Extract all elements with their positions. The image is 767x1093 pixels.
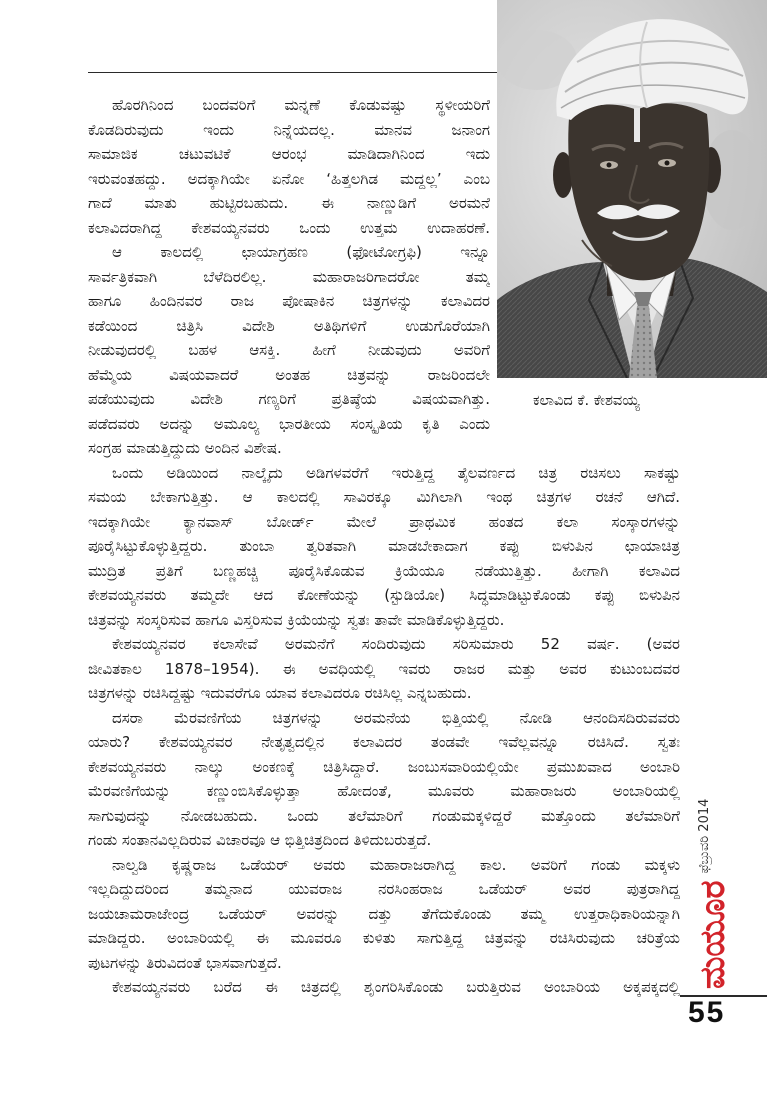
article-line: ಯಾರು? ಕೇಶವಯ್ಯನವರ ನೇತೃತ್ವದಲ್ಲಿನ ಕಲಾವಿದರ ತಂಡವೇ ಇವೆಲ್ಲವನ್ನೂ ರಚಿಸಿದೆ. ಸ್ವತಃ — [88, 733, 680, 751]
article-line: ದಸರಾ ಮೆರವಣಿಗೆಯ ಚಿತ್ರಗಳನ್ನು ಅರಮನೆಯ ಭಿತ್ತಿಯಲ್ಲಿ ನೋಡಿ ಆನಂದಿಸದಿರುವವರು — [112, 708, 680, 727]
article-line: ನಾಲ್ವಡಿ ಕೃಷ್ಣರಾಜ ಒಡೆಯರ್ ಅವರು ಮಹಾರಾಜರಾಗಿದ್ದ ಕಾಲ. ಅವರಿಗೆ ಗಂಡು ಮಕ್ಕಳು — [112, 855, 680, 874]
page-number: 55 — [688, 996, 726, 1029]
article-line: ಮೆರವಣಿಗೆಯನ್ನು ಕಣ್ಣುಂಬಿಸಿಕೊಳ್ಳುತ್ತಾ ಹೋದಂತೆ, ಮೂವರು ಮಹಾರಾಜರು ಅಂಬಾರಿಯಲ್ಲಿ — [88, 782, 680, 800]
article-line: ಜಯಚಾಮರಾಜೇಂದ್ರ ಒಡೆಯರ್ ಅವರನ್ನು ದತ್ತು ತೆಗೆದುಕೊಂಡು ತಮ್ಮ ಉತ್ತರಾಧಿಕಾರಿಯನ್ನಾಗಿ — [88, 904, 680, 923]
forehead-mark — [634, 108, 640, 142]
article-line: ಇದಕ್ಕಾಗಿಯೇ ಕ್ಯಾನವಾಸ್ ಬೋರ್ಡ್ ಮೇಲೆ ಪ್ರಾಥಮಿಕ ಹಂತದ ಕಲಾ ಸಂಸ್ಕಾರಗಳನ್ನು — [88, 512, 680, 531]
article-line: ಸಮಯ ಬೇಕಾಗುತ್ತಿತ್ತು. ಆ ಕಾಲದಲ್ಲಿ ಸಾವಿರಕ್ಕೂ ಮಿಗಿಲಾಗಿ ಇಂಥ ಚಿತ್ರಗಳ ರಚನೆ ಆಗಿದೆ. — [88, 488, 680, 506]
photo-caption: ಕಲಾವಿದ ಕೆ. ಕೇಶವಯ್ಯ — [533, 393, 640, 409]
article-line: ಮಾಡಿದ್ದರು. ಅಂಬಾರಿಯಲ್ಲಿ ಈ ಮೂವರೂ ಕುಳಿತು ಸಾಗುತ್ತಿದ್ದ ಚಿತ್ರವನ್ನು ರಚಿಸಿರುವುದು ಚರಿತ್ರೆಯ — [88, 929, 680, 947]
article-line: ಪುಟಗಳನ್ನು ತಿರುವಿದಂತೆ ಭಾಸವಾಗುತ್ತದೆ. — [88, 953, 282, 972]
article-line: ಚಿತ್ರವನ್ನು ಸಂಸ್ಕರಿಸುವ ಹಾಗೂ ವಿಸ್ತರಿಸುವ ಕ್ರಿಯೆಯನ್ನು ಸ್ವತಃ ತಾವೇ ಮಾಡಿಕೊಳ್ಳುತ್ತಿದ್ದರು. — [88, 610, 505, 629]
article-line: ಕಡೆಯಿಂದ ಚಿತ್ರಿಸಿ ವಿದೇಶಿ ಅತಿಥಿಗಳಿಗೆ ಉಡುಗೊರೆಯಾಗಿ — [88, 316, 490, 335]
portrait-image — [497, 0, 767, 378]
magazine-logo: ಮಯೂರ — [693, 880, 733, 989]
article-line: ಮುದ್ರಿತ ಪ್ರತಿಗೆ ಬಣ್ಣಹಚ್ಚಿ ಪೂರೈಸಿಕೊಡುವ ಕ್ರಿಯೆಯೂ ನಡೆಯುತ್ತಿತ್ತು. ಹೀಗಾಗಿ ಕಲಾವಿದ — [88, 561, 680, 580]
article-line: ಇಲ್ಲದಿದ್ದುದರಿಂದ ತಮ್ಮನಾದ ಯುವರಾಜ ನರಸಿಂಹರಾಜ ಒಡೆಯರ್ ಅವರ ಪುತ್ರರಾಗಿದ್ದ — [88, 880, 680, 898]
article-line: ಹಾಗೂ ಹಿಂದಿನವರ ರಾಜ ಪೋಷಾಕಿನ ಚಿತ್ರಗಳನ್ನು ಕಲಾವಿದರ — [88, 292, 490, 310]
article-line: ಪಡೆದವರು ಅದನ್ನು ಅಮೂಲ್ಯ ಭಾರತೀಯ ಸಂಸ್ಕೃತಿಯ ಕೃತಿ ಎಂದು — [88, 414, 490, 433]
article-line: ಹೆಮ್ಮೆಯ ವಿಷಯವಾದರೆ ಅಂತಹ ಚಿತ್ರವನ್ನು ರಾಜರಿಂದಲೇ — [88, 365, 490, 384]
article-line: ಸಾಮಾಜಿಕ ಚಟುವಟಿಕೆ ಆರಂಭ ಮಾಡಿದಾಗಿನಿಂದ ಇದು — [88, 145, 490, 163]
article-line: ಜೀವಿತಕಾಲ 1878–1954). ಈ ಅವಧಿಯಲ್ಲಿ ಇವರು ರಾಜರ ಮತ್ತು ಅವರ ಕುಟುಂಬದವರ — [88, 659, 680, 678]
article-line: ಗಂಡು ಸಂತಾನವಿಲ್ಲದಿರುವ ವಿಚಾರವೂ ಆ ಭಿತ್ತಿಚಿತ್ರದಿಂದ ತಿಳಿದುಬರುತ್ತದೆ. — [88, 831, 432, 849]
article-line: ಹೊರಗಿನಿಂದ ಬಂದವರಿಗೆ ಮನ್ನಣೆ ಕೊಡುವಷ್ಟು ಸ್ಥಳೀಯರಿಗೆ — [112, 96, 490, 114]
article-line: ಪಡೆಯುವುದು ವಿದೇಶಿ ಗಣ್ಯರಿಗೆ ಪ್ರತಿಷ್ಠೆಯ ವಿಷಯವಾಗಿತ್ತು. — [88, 390, 490, 408]
portrait-photo — [497, 0, 767, 378]
article-line: ಕೇಶವಯ್ಯನವರು ಬರೆದ ಈ ಚಿತ್ರದಲ್ಲಿ ಶೃಂಗರಿಸಿಕೊಂಡು ಬರುತ್ತಿರುವ ಅಂಬಾರಿಯ ಅಕ್ಕಪಕ್ಕದಲ್ಲಿ — [112, 978, 680, 996]
article-line: ಸಾರ್ವತ್ರಿಕವಾಗಿ ಬೆಳೆದಿರಲಿಲ್ಲ. ಮಹಾರಾಜರಿಗಾದರೋ ತಮ್ಮ — [88, 267, 490, 286]
article-line: ಇರುವಂತಹದ್ದು. ಅದಕ್ಕಾಗಿಯೇ ಏನೋ ‘ಹಿತ್ತಲಗಿಡ ಮದ್ದಲ್ಲ’ ಎಂಬ — [88, 169, 490, 188]
article-line: ಒಂದು ಅಡಿಯಿಂದ ನಾಲ್ಕೈದು ಅಡಿಗಳವರೆಗೆ ಇರುತ್ತಿದ್ದ ತೈಲವರ್ಣದ ಚಿತ್ರ ರಚಿಸಲು ಸಾಕಷ್ಟು — [112, 463, 680, 482]
article-line: ಕೊಡದಿರುವುದು ಇಂದು ನಿನ್ನೆಯದಲ್ಲ. ಮಾನವ ಜನಾಂಗ — [88, 120, 490, 139]
article-line: ಕೇಶವಯ್ಯನವರು ತಮ್ಮದೇ ಆದ ಕೋಣೆಯನ್ನು (ಸ್ಟುಡಿಯೋ) ಸಿದ್ಧಮಾಡಿಟ್ಟುಕೊಂಡು ಕಪ್ಪು ಬಿಳುಪಿನ — [88, 586, 680, 604]
article-line: ಚಿತ್ರಗಳನ್ನು ರಚಿಸಿದ್ದಷ್ಟು ಇದುವರೆಗೂ ಯಾವ ಕಲಾವಿದರೂ ರಚಿಸಿಲ್ಲ ಎನ್ನಬಹುದು. — [88, 684, 472, 702]
top-rule — [88, 72, 497, 73]
issue-date: ಫೆಬ್ರುವರಿ 2014 — [697, 798, 712, 874]
article-line: ಆ ಕಾಲದಲ್ಲಿ ಛಾಯಾಗ್ರಹಣ (ಫೋಟೋಗ್ರಫಿ) ಇನ್ನೂ — [112, 243, 490, 261]
article-line: ಕೇಶವಯ್ಯನವರ ಕಲಾಸೇವೆ ಅರಮನೆಗೆ ಸಂದಿರುವುದು ಸರಿಸುಮಾರು 52 ವರ್ಷ. (ಅವರ — [112, 635, 680, 653]
article-column-full — [88, 461, 680, 1000]
article-column-top — [88, 93, 490, 461]
article-line: ಸಂಗ್ರಹ ಮಾಡುತ್ತಿದ್ದುದು ಅಂದಿನ ವಿಶೇಷ. — [88, 439, 282, 457]
article-line: ಕಲಾವಿದರಾಗಿದ್ದ ಕೇಶವಯ್ಯನವರು ಒಂದು ಉತ್ತಮ ಉದಾಹರಣೆ. — [88, 218, 490, 237]
article-line: ಕೇಶವಯ್ಯನವರು ನಾಲ್ಕು ಅಂಕಣಕ್ಕೆ ಚಿತ್ರಿಸಿದ್ದಾರೆ. ಜಂಬುಸವಾರಿಯಲ್ಲಿಯೇ ಪ್ರಮುಖವಾದ ಅಂಬಾರಿ — [88, 757, 680, 776]
article-line: ಸಾಗುವುದನ್ನು ನೋಡಬಹುದು. ಒಂದು ತಲೆಮಾರಿಗೆ ಗಂಡುಮಕ್ಕಳಿದ್ದರೆ ಮತ್ತೊಂದು ತಲೆಮಾರಿಗೆ — [88, 806, 680, 825]
article-line: ಗಾದೆ ಮಾತು ಹುಟ್ಟಿರಬಹುದು. ಈ ನಾಣ್ಣುಡಿಗೆ ಅರಮನೆ — [88, 194, 490, 212]
article-line: ಪೂರೈಸಿಟ್ಟುಕೊಳ್ಳುತ್ತಿದ್ದರು. ತುಂಬಾ ತ್ವರಿತವಾಗಿ ಮಾಡಬೇಕಾದಾಗ ಕಪ್ಪು ಬಿಳುಪಿನ ಛಾಯಾಚಿತ್ರ — [88, 537, 680, 555]
article-line: ನೀಡುವುದರಲ್ಲಿ ಬಹಳ ಆಸಕ್ತಿ. ಹೀಗೆ ನೀಡುವುದು ಅವರಿಗೆ — [88, 341, 490, 359]
